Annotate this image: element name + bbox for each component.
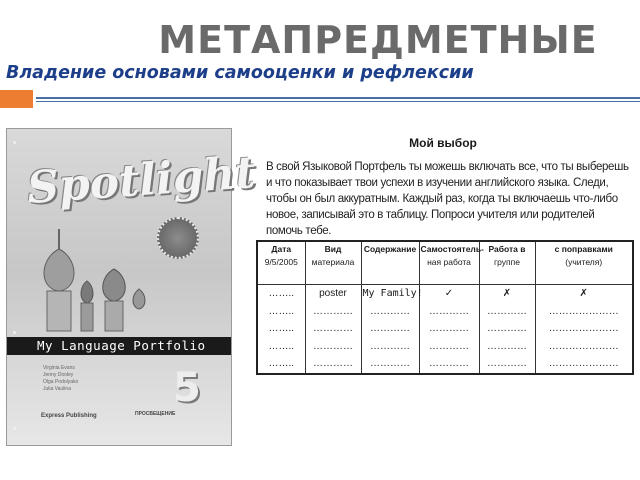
table-cell: ………… bbox=[419, 320, 479, 338]
col-header-content: Содержание bbox=[361, 241, 419, 285]
table-cell: ………… bbox=[305, 320, 361, 338]
table-cell: ………………… bbox=[535, 338, 633, 356]
slide-subtitle: Владение основами самооценки и рефлексии bbox=[6, 63, 474, 83]
grade-number: 5 bbox=[173, 365, 201, 411]
table-header-row bbox=[257, 241, 633, 285]
table-cell: ………… bbox=[419, 355, 479, 374]
table-cell: My Family! bbox=[361, 285, 419, 303]
table-cell: ✗ bbox=[479, 285, 535, 303]
table-row bbox=[257, 285, 633, 303]
cover-title: Spotlight bbox=[25, 147, 258, 214]
title-rule bbox=[0, 90, 640, 108]
slide-title: МЕТАПРЕДМЕТНЫЕ bbox=[158, 18, 598, 62]
table-cell: ………………… bbox=[535, 303, 633, 321]
table-row bbox=[257, 338, 633, 356]
portfolio-table bbox=[256, 240, 634, 375]
cathedral-domes-image bbox=[29, 219, 159, 337]
col-header-independent: Самостоятель- ная работа bbox=[419, 241, 479, 285]
table-cell: ✗ bbox=[535, 285, 633, 303]
table-cell: ………… bbox=[479, 303, 535, 321]
table-row bbox=[257, 320, 633, 338]
table-cell: ………… bbox=[305, 303, 361, 321]
table-cell: ………… bbox=[361, 320, 419, 338]
table-cell: ………… bbox=[361, 355, 419, 374]
sheet-intro: В свой Языковой Портфель ты можешь включать все, что ты выберешь и что показывает твои успехи в изучении английского языка. Следи, чтобы он был аккуратным. Каждый раз, когда ты включаешь что-либо новое, записывай это в таблицу. Попроси учителя или родителей помочь тебе. bbox=[266, 161, 629, 237]
table-cell: ………… bbox=[361, 303, 419, 321]
table-cell: …….. bbox=[257, 320, 305, 338]
decorative-dot bbox=[13, 427, 16, 430]
table-cell: poster bbox=[305, 285, 361, 303]
table-cell: ………… bbox=[419, 303, 479, 321]
table-cell: …….. bbox=[257, 303, 305, 321]
col-header-date: Дата 9/5/2005 bbox=[257, 241, 305, 285]
table-row bbox=[257, 355, 633, 374]
col-header-group: Работа в группе bbox=[479, 241, 535, 285]
rule-line-thin bbox=[36, 101, 640, 102]
table-cell: ………………… bbox=[535, 320, 633, 338]
publisher-logo-1: Express Publishing bbox=[41, 413, 97, 419]
accent-block bbox=[0, 90, 33, 108]
table-cell: ………… bbox=[305, 338, 361, 356]
book-cover bbox=[6, 128, 258, 446]
table-row bbox=[257, 303, 633, 321]
table-cell: ………… bbox=[305, 355, 361, 374]
col-header-corrections: с поправками (учителя) bbox=[535, 241, 633, 285]
cover-band: My Language Portfolio bbox=[7, 337, 231, 355]
publisher-logo-2: ПРОСВЕЩЕНИЕ bbox=[135, 411, 176, 417]
table-cell: ………… bbox=[479, 320, 535, 338]
table-cell: …….. bbox=[257, 285, 305, 303]
rule-line bbox=[36, 97, 640, 99]
decorative-dot bbox=[13, 331, 16, 334]
table-cell: ✓ bbox=[419, 285, 479, 303]
cover-authors: Virginia Evans Jenny Dooley Olga Podolyako Julia Vaulina bbox=[43, 365, 79, 392]
table-cell: ………… bbox=[361, 338, 419, 356]
stars-badge bbox=[157, 217, 199, 259]
table-cell: ………… bbox=[419, 338, 479, 356]
sheet-title: Мой выбор bbox=[409, 136, 477, 150]
table-cell: …….. bbox=[257, 338, 305, 356]
col-header-type: Вид материала bbox=[305, 241, 361, 285]
table-cell: …….. bbox=[257, 355, 305, 374]
decorative-dot bbox=[13, 141, 16, 144]
table-cell: ………… bbox=[479, 355, 535, 374]
table-cell: ………… bbox=[479, 338, 535, 356]
table-cell: ………………… bbox=[535, 355, 633, 374]
